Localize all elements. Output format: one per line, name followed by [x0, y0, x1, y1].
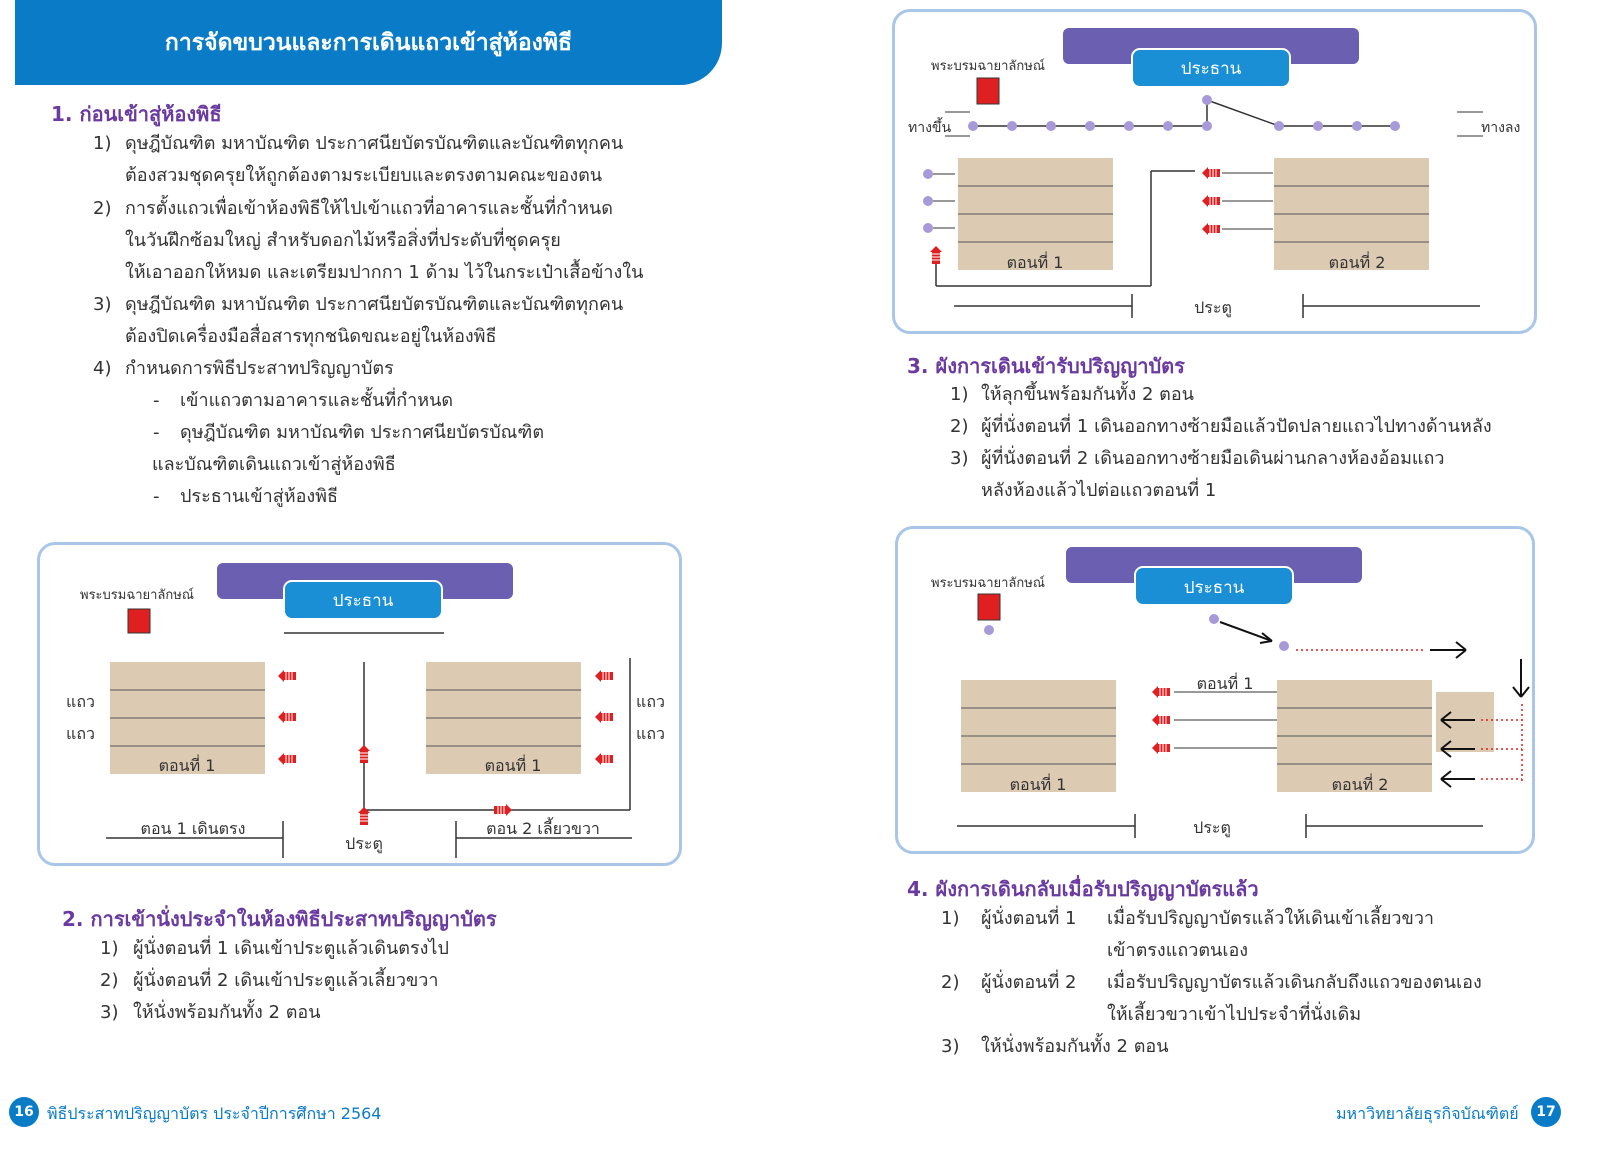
seat-block-label: ตอนที่ 1: [1006, 253, 1064, 272]
caption-right: ตอน 2 เลี้ยวขวา: [486, 819, 600, 838]
section-4-title: 4. ผังการเดินกลับเมื่อรับปริญญาบัตรแล้ว: [907, 877, 1259, 901]
arrow-left: [1152, 714, 1170, 726]
portrait-icon: [977, 78, 999, 104]
list-text: หลังห้องแล้วไปต่อแถวตอนที่ 1: [981, 480, 1217, 501]
up-label: ทางขึ้น: [908, 120, 952, 136]
door-label: ประตู: [1193, 818, 1231, 837]
list-text: ให้เลี้ยวขวาเข้าไปประจำที่นั่งเดิม: [1107, 1004, 1362, 1025]
seating-diagram-return-svg: [898, 529, 1538, 857]
list-dash: -: [153, 486, 160, 507]
list-subtext: เข้าแถวตามอาคารและชั้นที่กำหนด: [180, 390, 454, 411]
portrait-label: พระบรมฉายาลักษณ์: [80, 588, 194, 603]
page-number-left: 16: [9, 1097, 39, 1127]
graduate-dot: [1124, 121, 1134, 131]
seat-block-label: ตอนที่ 1: [484, 756, 542, 775]
list-text: ผู้ที่นั่งตอนที่ 1 เดินออกทางซ้ายมือแล้วปัดปลายแถวไปทางด้านหลัง: [981, 416, 1492, 437]
list-dash: -: [153, 422, 160, 443]
arrow-left: [595, 670, 613, 682]
row-label: แถว: [636, 724, 665, 743]
arrow-left: [1202, 223, 1220, 235]
list-subject: ผู้นั่งตอนที่ 1: [981, 908, 1077, 929]
portrait-label: พระบรมฉายาลักษณ์: [931, 59, 1045, 74]
list-text: ต้องปิดเครื่องมือสื่อสารทุกชนิดขณะอยู่ในห้องพิธี: [125, 326, 497, 347]
arrow-left: [595, 711, 613, 723]
arrow-up: [358, 745, 370, 763]
portrait-label: พระบรมฉายาลักษณ์: [931, 576, 1045, 591]
graduate-dot: [1085, 121, 1095, 131]
door-label: ประตู: [1194, 298, 1232, 317]
arrow-right: [494, 804, 512, 816]
list-number: 2): [93, 198, 112, 219]
list-number: 2): [100, 970, 119, 991]
seating-diagram-receive: [892, 9, 1537, 334]
list-text: ดุษฎีบัณฑิต มหาบัณฑิต ประกาศนียบัตรบัณฑิตและบัณฑิตทุกคน: [125, 294, 624, 315]
graduate-dot: [1274, 121, 1284, 131]
list-number: 4): [93, 358, 112, 379]
list-number: 3): [100, 1002, 119, 1023]
chair-label: ประธาน: [1183, 578, 1245, 598]
list-number: 2): [941, 972, 960, 993]
route-label: ตอนที่ 1: [1196, 674, 1254, 693]
graduate-dot: [923, 223, 933, 233]
page-number-right: 17: [1531, 1097, 1561, 1127]
list-text: ให้นั่งพร้อมกันทั้ง 2 ตอน: [981, 1036, 1169, 1057]
footer-left-text: พิธีประสาทปริญญาบัตร ประจำปีการศึกษา 2564: [47, 1104, 382, 1123]
list-text: ให้นั่งพร้อมกันทั้ง 2 ตอน: [133, 1002, 321, 1023]
portrait-icon: [978, 594, 1000, 620]
caption-left: ตอน 1 เดินตรง: [140, 819, 246, 838]
seating-diagram-entry-svg: [40, 545, 685, 869]
arrow-left: [1202, 167, 1220, 179]
list-subject: ผู้นั่งตอนที่ 2: [981, 972, 1077, 993]
chair-label: ประธาน: [1180, 59, 1242, 79]
seat-block-label: ตอนที่ 1: [158, 756, 216, 775]
list-text: เมื่อรับปริญญาบัตรแล้วเดินกลับถึงแถวของตนเอง: [1107, 972, 1482, 993]
section-3-title: 3. ผังการเดินเข้ารับปริญญาบัตร: [907, 354, 1185, 378]
graduate-dot: [968, 121, 978, 131]
arrow-left: [278, 670, 296, 682]
list-number: 1): [93, 133, 112, 154]
list-text: เมื่อรับปริญญาบัตรแล้วให้เดินเข้าเลี้ยวขวา: [1107, 908, 1435, 929]
page-header-title: การจัดขบวนและการเดินแถวเข้าสู่ห้องพิธี: [164, 29, 573, 56]
row-label: แถว: [66, 692, 95, 711]
graduate-dot: [1007, 121, 1017, 131]
footer-right-text: มหาวิทยาลัยธุรกิจบัณฑิตย์: [1336, 1104, 1519, 1123]
list-text: ผู้นั่งตอนที่ 1 เดินเข้าประตูแล้วเดินตรงไป: [133, 938, 449, 959]
list-number: 3): [950, 448, 969, 469]
graduate-dot: [923, 169, 933, 179]
down-label: ทางลง: [1481, 120, 1521, 136]
list-subtext: และบัณฑิตเดินแถวเข้าสู่ห้องพิธี: [152, 454, 396, 475]
list-number: 1): [950, 384, 969, 405]
list-dash: -: [153, 390, 160, 411]
door-label: ประตู: [345, 834, 383, 853]
list-text: ผู้ที่นั่งตอนที่ 2 เดินออกทางซ้ายมือเดินผ่านกลางห้องอ้อมแถว: [981, 448, 1445, 469]
list-text: ให้เอาออกให้หมด และเตรียมปากกา 1 ด้าม ไว้ในกระเป๋าเสื้อข้างใน: [125, 262, 644, 283]
list-text: เข้าตรงแถวตนเอง: [1107, 940, 1249, 961]
list-number: 3): [93, 294, 112, 315]
seat-block-label: ตอนที่ 2: [1331, 775, 1389, 794]
graduate-dot: [1390, 121, 1400, 131]
graduate-dot: [1279, 641, 1289, 651]
graduate-dot: [1352, 121, 1362, 131]
seat-block-label: ตอนที่ 1: [1009, 775, 1067, 794]
list-text: ให้ลุกขึ้นพร้อมกันทั้ง 2 ตอน: [981, 384, 1194, 405]
arrow-left: [595, 753, 613, 765]
graduate-dot: [984, 625, 994, 635]
graduate-dot: [1202, 121, 1212, 131]
row-label: แถว: [66, 724, 95, 743]
list-subtext: ประธานเข้าสู่ห้องพิธี: [180, 486, 339, 507]
section-2-title: 2. การเข้านั่งประจำในห้องพิธีประสาทปริญญาบัตร: [62, 907, 497, 931]
list-text: การตั้งแถวเพื่อเข้าห้องพิธีให้ไปเข้าแถวที่อาคารและชั้นที่กำหนด: [125, 198, 613, 219]
arrow-left: [278, 753, 296, 765]
arrow-left: [1202, 195, 1220, 207]
list-subtext: ดุษฎีบัณฑิต มหาบัณฑิต ประกาศนียบัตรบัณฑิต: [180, 422, 545, 443]
arrow-left: [1152, 742, 1170, 754]
arrow-up: [930, 246, 942, 264]
seating-diagram-receive-svg: [895, 12, 1540, 337]
seat-block-label: ตอนที่ 2: [1328, 253, 1386, 272]
list-number: 3): [941, 1036, 960, 1057]
list-text: ดุษฎีบัณฑิต มหาบัณฑิต ประกาศนียบัตรบัณฑิตและบัณฑิตทุกคน: [125, 133, 624, 154]
arrow-left: [278, 711, 296, 723]
graduate-dot: [923, 196, 933, 206]
chair-label: ประธาน: [332, 591, 394, 611]
seating-diagram-return: [895, 526, 1535, 854]
graduate-dot: [1202, 95, 1212, 105]
graduate-dot: [1046, 121, 1056, 131]
section-1-title: 1. ก่อนเข้าสู่ห้องพิธี: [51, 102, 222, 126]
row-label: แถว: [636, 692, 665, 711]
portrait-icon: [128, 609, 150, 633]
graduate-dot: [1209, 614, 1219, 624]
list-text: ผู้นั่งตอนที่ 2 เดินเข้าประตูแล้วเลี้ยวขวา: [133, 970, 439, 991]
list-text: ในวันฝึกซ้อมใหญ่ สำหรับดอกไม้หรือสิ่งที่ประดับที่ชุดครุย: [125, 230, 561, 251]
seating-diagram-entry: [37, 542, 682, 866]
page-header-banner: [15, 0, 722, 85]
list-number: 2): [950, 416, 969, 437]
list-number: 1): [100, 938, 119, 959]
list-text: กำหนดการพิธีประสาทปริญญาบัตร: [125, 358, 394, 379]
list-number: 1): [941, 908, 960, 929]
graduate-dot: [1163, 121, 1173, 131]
arrow-left: [1152, 686, 1170, 698]
list-text: ต้องสวมชุดครุยให้ถูกต้องตามระเบียบและตรงตามคณะของตน: [125, 165, 603, 186]
graduate-dot: [1313, 121, 1323, 131]
